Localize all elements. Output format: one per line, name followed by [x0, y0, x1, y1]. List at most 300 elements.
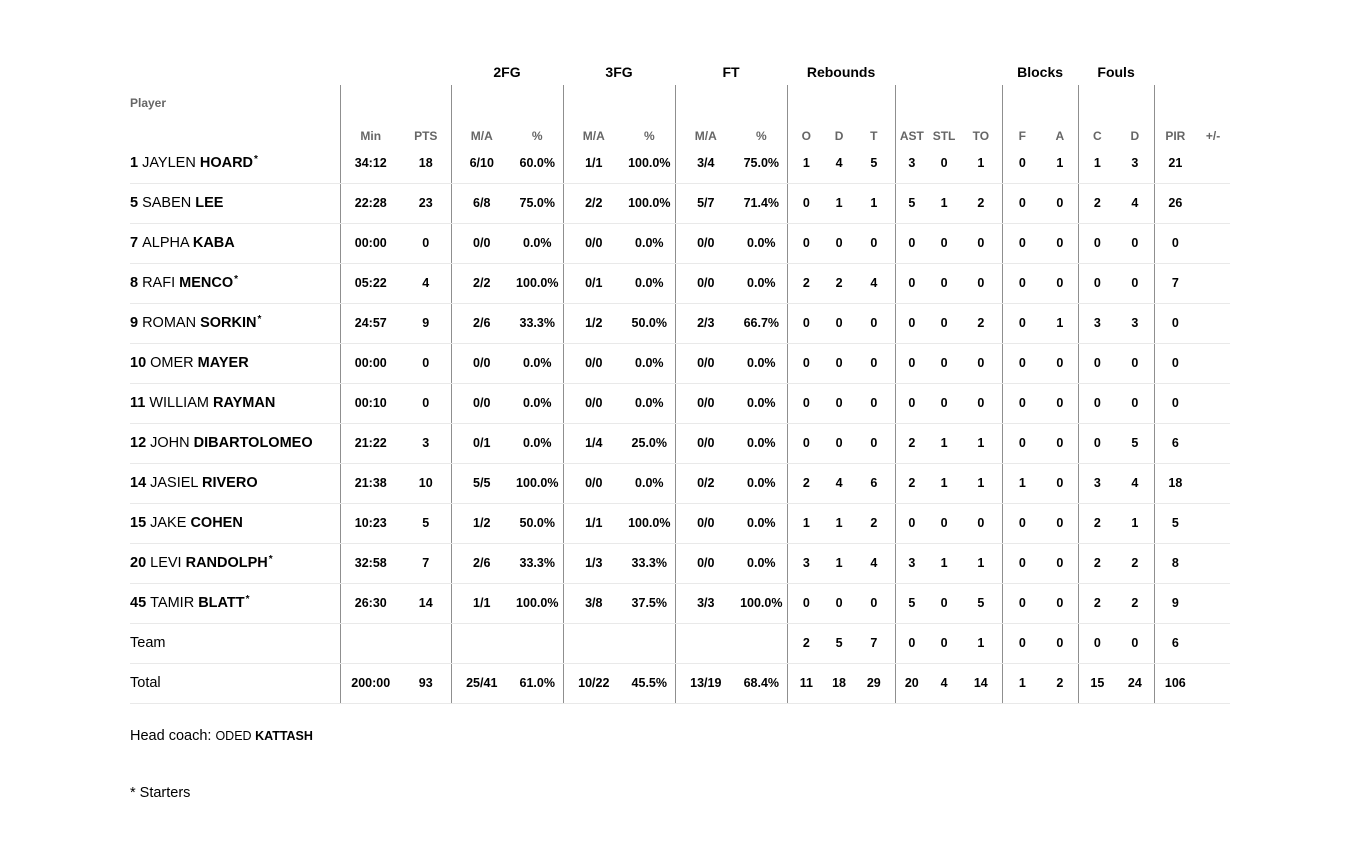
stat-reb-o: 2 — [787, 263, 825, 303]
stat-fg3-pct: 37.5% — [624, 583, 675, 623]
stat-stl: 0 — [928, 503, 960, 543]
stat-foul-c: 0 — [1078, 423, 1116, 463]
starter-marker: * — [268, 554, 273, 565]
col-reb-t[interactable]: T — [870, 129, 878, 143]
stat-ft-pct: 71.4% — [736, 183, 787, 223]
col-foul-d[interactable]: D — [1130, 129, 1140, 143]
stat-to: 2 — [960, 183, 1002, 223]
player-row — [130, 183, 1230, 223]
player-first-name: JASIEL — [150, 475, 198, 491]
stat-reb-o: 0 — [787, 303, 825, 343]
stat-min: 00:10 — [340, 383, 401, 423]
stat-reb-o: 0 — [787, 423, 825, 463]
col-plus-minus[interactable]: +/- — [1205, 129, 1221, 143]
stat-pm — [1196, 343, 1230, 383]
stat-fg2-pct: 100.0% — [512, 583, 563, 623]
stat-fg2-ma: 1/2 — [451, 503, 512, 543]
stat-fg3-ma: 0/0 — [563, 463, 624, 503]
player-last-name: SORKIN — [200, 315, 257, 331]
stat-blk-a: 0 — [1042, 463, 1078, 503]
player-number: 20 — [130, 555, 147, 571]
player-row — [130, 383, 1230, 423]
stat-blk-a: 0 — [1042, 423, 1078, 463]
stat-foul-d: 4 — [1116, 463, 1154, 503]
stat-reb-t: 6 — [853, 463, 895, 503]
stat-blk-a: 0 — [1042, 223, 1078, 263]
col-ast[interactable]: AST — [895, 85, 928, 143]
group-blocks: Blocks — [1017, 63, 1064, 80]
group-ft: FT — [722, 63, 740, 80]
stat-reb-o: 3 — [787, 543, 825, 583]
stat-foul-d: 2 — [1116, 543, 1154, 583]
stat-reb-t: 0 — [853, 423, 895, 463]
stat-stl: 0 — [928, 303, 960, 343]
stat-blk-f: 0 — [1002, 503, 1042, 543]
group-2fg: 2FG — [493, 63, 521, 80]
stat-ft-pct: 0.0% — [736, 503, 787, 543]
stat-fg2-pct: 50.0% — [512, 503, 563, 543]
player-number: 8 — [130, 275, 139, 291]
stat-ft-pct: 100.0% — [736, 583, 787, 623]
starter-marker: * — [257, 314, 262, 325]
stat-ft-pct: 0.0% — [736, 543, 787, 583]
stat-fg3-pct: 100.0% — [624, 503, 675, 543]
stat-pir: 21 — [1154, 143, 1196, 183]
stat-ft-ma: 3/3 — [675, 583, 736, 623]
stat-pm — [1196, 223, 1230, 263]
stat-stl: 0 — [928, 263, 960, 303]
stat-reb-d: 0 — [825, 383, 853, 423]
stat-pm — [1196, 543, 1230, 583]
stat-foul-c: 3 — [1078, 303, 1116, 343]
col-pts[interactable]: PTS — [414, 129, 438, 143]
stat-stl: 0 — [928, 223, 960, 263]
stat-stl: 0 — [928, 143, 960, 183]
stat-fg3-ma: 1/3 — [563, 543, 624, 583]
stat-foul-d: 3 — [1116, 143, 1154, 183]
stat-reb-o: 0 — [787, 183, 825, 223]
stat-pm — [1196, 463, 1230, 503]
stat-blk-f: 0 — [1002, 423, 1042, 463]
stat-pir: 0 — [1154, 303, 1196, 343]
col-blk-f[interactable]: F — [1002, 85, 1042, 143]
stat-min: 22:28 — [340, 183, 401, 223]
stat-fg2-ma: 2/6 — [451, 303, 512, 343]
player-last-name: KABA — [192, 235, 235, 251]
total-row-label: Total — [130, 663, 340, 703]
stat-pts: 3 — [401, 423, 451, 463]
col-3fg-ma[interactable]: M/A — [563, 85, 624, 143]
stat-reb-d: 0 — [825, 423, 853, 463]
stat-min: 24:57 — [340, 303, 401, 343]
stat-reb-o: 0 — [787, 223, 825, 263]
stat-blk-a: 0 — [1042, 343, 1078, 383]
player-cell — [130, 423, 340, 463]
stat-stl: 1 — [928, 543, 960, 583]
player-first-name: TAMIR — [150, 595, 195, 611]
stat-min: 34:12 — [340, 143, 401, 183]
stat-ft-ma: 0/0 — [675, 343, 736, 383]
stat-foul-c: 2 — [1078, 503, 1116, 543]
stat-blk-a: 0 — [1042, 263, 1078, 303]
stat-blk-f: 0 — [1002, 343, 1042, 383]
player-number: 45 — [130, 595, 147, 611]
starter-marker: * — [254, 153, 258, 165]
stat-ft-ma: 0/0 — [675, 263, 736, 303]
stat-pts: 0 — [401, 383, 451, 423]
total-row — [130, 663, 1230, 703]
stat-fg3-ma: 10/22 — [563, 663, 624, 703]
stat-foul-c: 0 — [1078, 343, 1116, 383]
stat-fg2-ma: 6/8 — [451, 183, 512, 223]
stat-fg2-pct: 60.0% — [512, 143, 563, 183]
stat-ast: 2 — [895, 423, 928, 463]
stat-pir: 106 — [1154, 663, 1196, 703]
stat-pts: 10 — [401, 463, 451, 503]
player-name-link[interactable] — [142, 315, 256, 331]
player-first-name: JAKE — [150, 515, 187, 531]
player-number: 14 — [130, 475, 147, 491]
stat-to: 1 — [960, 463, 1002, 503]
stat-pm — [1196, 383, 1230, 423]
stat-foul-d: 2 — [1116, 583, 1154, 623]
stat-reb-d: 18 — [825, 663, 853, 703]
col-ft-pct[interactable]: % — [755, 129, 767, 143]
stat-ft-ma: 0/0 — [675, 503, 736, 543]
col-to[interactable]: TO — [972, 129, 990, 143]
stat-pir: 18 — [1154, 463, 1196, 503]
stat-fg2-pct: 61.0% — [512, 663, 563, 703]
stat-pts: 14 — [401, 583, 451, 623]
head-coach — [130, 728, 313, 744]
stat-pir: 0 — [1154, 383, 1196, 423]
col-player[interactable]: Player — [130, 96, 167, 110]
stat-pir: 9 — [1154, 583, 1196, 623]
col-2fg-pct[interactable]: % — [531, 129, 543, 143]
player-last-name: DIBARTOLOMEO — [193, 435, 313, 451]
stat-fg2-pct: 0.0% — [512, 343, 563, 383]
stat-pir: 5 — [1154, 503, 1196, 543]
stat-ast: 0 — [895, 623, 928, 663]
player-last-name: COHEN — [190, 515, 243, 531]
col-stl[interactable]: STL — [932, 129, 956, 143]
stat-ft-ma: 3/4 — [675, 143, 736, 183]
stat-pm — [1196, 583, 1230, 623]
stat-fg3-ma — [563, 623, 624, 663]
group-header-row — [130, 58, 1230, 85]
player-first-name: OMER — [150, 355, 194, 371]
stat-pir: 0 — [1154, 343, 1196, 383]
stat-stl: 1 — [928, 423, 960, 463]
stat-blk-a: 0 — [1042, 623, 1078, 663]
player-first-name: RAFI — [142, 275, 176, 291]
col-min[interactable]: Min — [340, 85, 401, 143]
stat-foul-d: 0 — [1116, 623, 1154, 663]
player-first-name: JOHN — [150, 435, 190, 451]
player-number: 15 — [130, 515, 147, 531]
player-cell — [130, 463, 340, 503]
stat-fg2-ma: 0/0 — [451, 223, 512, 263]
stat-pts: 0 — [401, 343, 451, 383]
stat-to: 0 — [960, 383, 1002, 423]
stat-blk-f: 0 — [1002, 623, 1042, 663]
stat-blk-a: 0 — [1042, 583, 1078, 623]
stat-fg3-ma: 0/0 — [563, 383, 624, 423]
box-score-table — [130, 58, 1230, 704]
stat-foul-c: 0 — [1078, 223, 1116, 263]
player-row — [130, 303, 1230, 343]
stat-min: 05:22 — [340, 263, 401, 303]
stat-pm — [1196, 623, 1230, 663]
stat-blk-f: 0 — [1002, 263, 1042, 303]
stat-fg3-ma: 0/1 — [563, 263, 624, 303]
stat-reb-t: 1 — [853, 183, 895, 223]
stat-reb-t: 7 — [853, 623, 895, 663]
player-cell — [130, 383, 340, 423]
stat-to: 0 — [960, 503, 1002, 543]
stat-fg2-pct: 33.3% — [512, 543, 563, 583]
stat-blk-f: 0 — [1002, 583, 1042, 623]
player-name-link[interactable] — [150, 435, 312, 451]
stat-ft-ma: 0/0 — [675, 423, 736, 463]
col-pir[interactable]: PIR — [1154, 85, 1196, 143]
player-cell — [130, 543, 340, 583]
stat-reb-o: 2 — [787, 463, 825, 503]
player-name-link[interactable] — [150, 355, 249, 371]
stat-foul-d: 0 — [1116, 343, 1154, 383]
stat-fg3-pct: 100.0% — [624, 143, 675, 183]
col-ft-ma[interactable]: M/A — [675, 85, 736, 143]
stat-foul-d: 24 — [1116, 663, 1154, 703]
player-name-link[interactable] — [142, 195, 223, 211]
player-name-link[interactable] — [142, 275, 233, 291]
stat-stl: 1 — [928, 183, 960, 223]
stat-fg3-pct: 50.0% — [624, 303, 675, 343]
stat-ast: 2 — [895, 463, 928, 503]
player-number: 1 — [130, 154, 139, 171]
player-name-link[interactable] — [142, 155, 253, 171]
stat-reb-t: 0 — [853, 383, 895, 423]
stat-reb-o: 1 — [787, 503, 825, 543]
stat-to: 1 — [960, 543, 1002, 583]
group-spacer — [895, 58, 1002, 85]
player-number: 9 — [130, 315, 139, 331]
player-cell — [130, 503, 340, 543]
column-header-row — [130, 85, 1230, 143]
head-coach-label: Head coach: — [130, 728, 212, 744]
stat-reb-t: 4 — [853, 543, 895, 583]
stat-ft-ma: 0/2 — [675, 463, 736, 503]
group-spacer — [130, 58, 340, 85]
player-number: 12 — [130, 435, 147, 451]
player-row — [130, 543, 1230, 583]
stat-reb-d: 0 — [825, 303, 853, 343]
stat-foul-c: 0 — [1078, 623, 1116, 663]
stat-ft-ma: 2/3 — [675, 303, 736, 343]
stat-ft-ma: 13/19 — [675, 663, 736, 703]
stat-fg3-ma: 1/1 — [563, 143, 624, 183]
col-reb-o[interactable]: O — [787, 85, 825, 143]
stat-fg3-ma: 1/4 — [563, 423, 624, 463]
player-name-link[interactable] — [142, 235, 235, 251]
stat-fg2-pct: 0.0% — [512, 423, 563, 463]
stat-reb-o: 0 — [787, 343, 825, 383]
stat-reb-d: 1 — [825, 543, 853, 583]
stat-to: 0 — [960, 223, 1002, 263]
stat-pm — [1196, 303, 1230, 343]
stat-fg2-ma: 5/5 — [451, 463, 512, 503]
player-row — [130, 223, 1230, 263]
stat-ast: 0 — [895, 343, 928, 383]
player-cell — [130, 343, 340, 383]
stat-ft-pct — [736, 623, 787, 663]
stat-blk-f: 1 — [1002, 463, 1042, 503]
stat-foul-c: 0 — [1078, 383, 1116, 423]
stat-pm — [1196, 183, 1230, 223]
stat-reb-t: 0 — [853, 303, 895, 343]
stat-blk-f: 0 — [1002, 183, 1042, 223]
stat-pir: 0 — [1154, 223, 1196, 263]
stat-reb-o: 0 — [787, 583, 825, 623]
stat-reb-t: 0 — [853, 583, 895, 623]
stat-fg3-pct: 0.0% — [624, 463, 675, 503]
stat-pts: 23 — [401, 183, 451, 223]
player-row — [130, 263, 1230, 303]
stat-reb-d: 4 — [825, 463, 853, 503]
stat-fg3-pct: 0.0% — [624, 263, 675, 303]
stat-fg2-pct: 75.0% — [512, 183, 563, 223]
stat-fg3-ma: 3/8 — [563, 583, 624, 623]
stat-foul-c: 2 — [1078, 543, 1116, 583]
stat-ft-ma: 0/0 — [675, 223, 736, 263]
stat-stl: 0 — [928, 383, 960, 423]
stat-to: 5 — [960, 583, 1002, 623]
stat-stl: 1 — [928, 463, 960, 503]
col-2fg-ma[interactable]: M/A — [451, 85, 512, 143]
stat-min: 10:23 — [340, 503, 401, 543]
stat-fg2-ma: 1/1 — [451, 583, 512, 623]
player-name-link[interactable] — [150, 595, 245, 611]
player-first-name: ROMAN — [142, 315, 197, 331]
stat-fg2-ma: 0/0 — [451, 383, 512, 423]
stat-to: 1 — [960, 143, 1002, 183]
player-cell — [130, 263, 340, 303]
stat-reb-t: 0 — [853, 343, 895, 383]
stat-to: 2 — [960, 303, 1002, 343]
stat-blk-f: 1 — [1002, 663, 1042, 703]
stat-to: 1 — [960, 423, 1002, 463]
player-last-name: RANDOLPH — [185, 555, 268, 571]
player-name-link[interactable] — [149, 395, 275, 411]
stat-ast: 5 — [895, 583, 928, 623]
starter-marker: * — [245, 594, 250, 605]
stat-ft-ma — [675, 623, 736, 663]
player-name-link[interactable] — [150, 515, 243, 531]
stat-blk-a: 0 — [1042, 383, 1078, 423]
col-reb-d[interactable]: D — [834, 129, 844, 143]
player-first-name: WILLIAM — [149, 395, 209, 411]
stat-pts: 5 — [401, 503, 451, 543]
player-cell — [130, 303, 340, 343]
player-cell — [130, 183, 340, 223]
stat-fg3-pct: 33.3% — [624, 543, 675, 583]
stat-reb-o: 2 — [787, 623, 825, 663]
player-number: 10 — [130, 355, 147, 371]
stat-ft-pct: 75.0% — [736, 143, 787, 183]
stat-min: 00:00 — [340, 223, 401, 263]
stat-foul-d: 0 — [1116, 383, 1154, 423]
player-cell — [130, 583, 340, 623]
stat-blk-f: 0 — [1002, 383, 1042, 423]
stat-min: 21:38 — [340, 463, 401, 503]
stat-ft-pct: 66.7% — [736, 303, 787, 343]
col-foul-c[interactable]: C — [1078, 85, 1116, 143]
player-row — [130, 143, 1230, 183]
player-first-name: JAYLEN — [142, 154, 196, 171]
stat-reb-d: 0 — [825, 223, 853, 263]
player-name-link[interactable] — [150, 555, 268, 571]
stat-stl: 0 — [928, 583, 960, 623]
col-blk-a[interactable]: A — [1055, 129, 1065, 143]
stat-min: 32:58 — [340, 543, 401, 583]
stat-ft-pct: 0.0% — [736, 383, 787, 423]
stat-reb-t: 5 — [853, 143, 895, 183]
stat-ft-ma: 0/0 — [675, 383, 736, 423]
stat-pts: 18 — [401, 143, 451, 183]
player-name-link[interactable] — [150, 475, 257, 491]
col-3fg-pct[interactable]: % — [643, 129, 655, 143]
stat-reb-t: 4 — [853, 263, 895, 303]
head-coach-name[interactable] — [215, 729, 312, 743]
stat-min: 26:30 — [340, 583, 401, 623]
player-number: 7 — [130, 235, 139, 251]
group-spacer — [1154, 58, 1230, 85]
stat-ast: 0 — [895, 503, 928, 543]
stat-blk-a: 1 — [1042, 143, 1078, 183]
stat-to: 14 — [960, 663, 1002, 703]
stat-pts — [401, 623, 451, 663]
stat-foul-d: 1 — [1116, 503, 1154, 543]
player-last-name: MAYER — [197, 355, 249, 371]
stat-foul-c: 3 — [1078, 463, 1116, 503]
stat-reb-d: 2 — [825, 263, 853, 303]
stat-ast: 20 — [895, 663, 928, 703]
player-number: 5 — [130, 195, 139, 211]
stat-pir: 6 — [1154, 623, 1196, 663]
stat-blk-a: 0 — [1042, 503, 1078, 543]
player-first-name: LEVI — [150, 555, 182, 571]
box-score-body — [130, 143, 1230, 703]
player-number: 11 — [130, 395, 146, 411]
stat-pts: 9 — [401, 303, 451, 343]
stat-fg2-ma: 0/0 — [451, 343, 512, 383]
stat-fg3-pct: 0.0% — [624, 343, 675, 383]
stat-fg3-pct: 100.0% — [624, 183, 675, 223]
stat-fg2-ma: 2/6 — [451, 543, 512, 583]
stat-ast: 3 — [895, 143, 928, 183]
player-first-name: ALPHA — [142, 235, 189, 251]
stat-pir: 8 — [1154, 543, 1196, 583]
stat-foul-c: 2 — [1078, 183, 1116, 223]
starters-footnote: * Starters — [130, 785, 191, 801]
stat-fg3-pct: 0.0% — [624, 383, 675, 423]
stat-ast: 5 — [895, 183, 928, 223]
stat-ft-pct: 0.0% — [736, 263, 787, 303]
stat-min: 200:00 — [340, 663, 401, 703]
stat-ft-pct: 0.0% — [736, 223, 787, 263]
stat-min: 00:00 — [340, 343, 401, 383]
stat-min — [340, 623, 401, 663]
